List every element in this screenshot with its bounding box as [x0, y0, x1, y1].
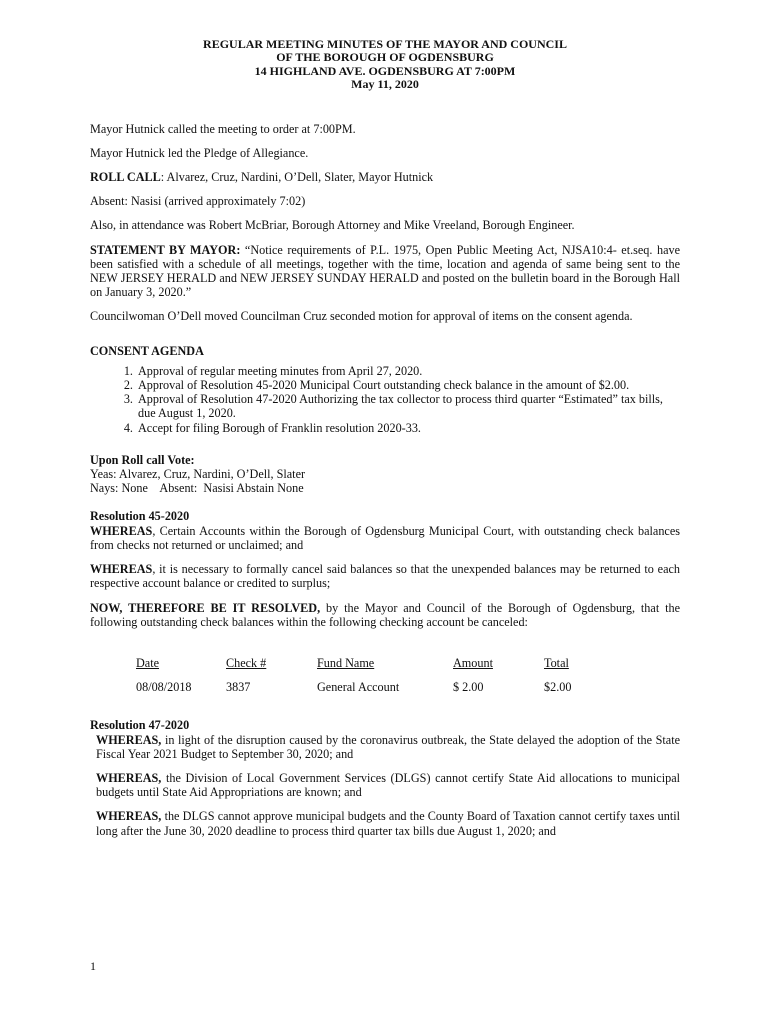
cell-check: 3837	[226, 680, 251, 695]
res45-now-therefore	[90, 601, 680, 629]
res45-heading	[90, 509, 680, 523]
res47-whereas-3	[96, 809, 680, 837]
consent-agenda-list	[90, 364, 680, 435]
cell-date: 08/08/2018	[136, 680, 192, 695]
column-header-fund: Fund Name	[317, 655, 375, 670]
pledge: Mayor Hutnick led the Pledge of Allegiance.	[90, 145, 309, 160]
document-header	[90, 38, 680, 92]
statement-label: STATEMENT BY MAYOR:	[90, 242, 241, 257]
res45-w1-label: WHEREAS	[90, 523, 153, 538]
document-page	[90, 38, 680, 838]
header-line-3: 14 HIGHLAND AVE. OGDENSBURG AT 7:00PM	[254, 63, 516, 78]
vote-nays: Nays: None Absent: Nasisi Abstain None	[90, 481, 304, 496]
res47-w1-text: in light of the disruption caused by the coronavirus outbreak, the State delayed the adoption of the State Fiscal Year 2021 Budget to September 30, 2020; and	[96, 732, 680, 761]
check-balance-table	[136, 656, 604, 694]
consent-agenda-heading	[90, 344, 680, 358]
consent-motion: Councilwoman O’Dell moved Councilman Cruz seconded motion for approval of items on the consent agenda.	[90, 309, 633, 324]
roll-call-label: ROLL CALL	[90, 170, 161, 185]
column-header-date: Date	[136, 655, 160, 670]
res45-w2-label: WHEREAS	[90, 562, 153, 577]
page-number: 1	[90, 959, 96, 973]
res47-heading-text: Resolution 47-2020	[90, 718, 190, 733]
list-item: 1. Approval of regular meeting minutes from April 27, 2020.	[136, 364, 680, 378]
res45-whereas-2	[90, 562, 680, 590]
header-line-2: OF THE BOROUGH OF OGDENSBURG	[276, 50, 494, 65]
res47-whereas-1	[96, 733, 680, 761]
table-header-row	[136, 656, 604, 680]
list-item: 3. Approval of Resolution 47-2020 Authorizing the tax collector to process third quarter “Estimated” tax bills, due August 1, 2020.	[136, 392, 680, 420]
res47-w2-label: WHEREAS,	[96, 770, 162, 785]
cell-total: $2.00	[544, 680, 572, 695]
call-to-order: Mayor Hutnick called the meeting to order at 7:00PM.	[90, 121, 356, 136]
res45-now-label: NOW, THEREFORE BE IT RESOLVED,	[90, 600, 321, 615]
column-header-check: Check #	[226, 655, 267, 670]
roll-call	[90, 170, 680, 184]
mayor-statement	[90, 243, 680, 300]
res45-whereas-1	[90, 524, 680, 552]
cell-fund: General Account	[317, 680, 400, 695]
vote-yeas: Yeas: Alvarez, Cruz, Nardini, O’Dell, Slater	[90, 467, 306, 482]
res47-heading	[90, 718, 680, 732]
header-line-4: May 11, 2020	[351, 77, 419, 92]
vote-heading-text: Upon Roll call Vote:	[90, 452, 195, 467]
res47-w3-label: WHEREAS,	[96, 809, 162, 824]
column-header-amount: Amount	[453, 655, 493, 670]
consent-agenda-heading-text: CONSENT AGENDA	[90, 343, 204, 358]
list-item: 2. Approval of Resolution 45-2020 Municipal Court outstanding check balance in the amount of $2.00.	[136, 378, 680, 392]
vote-heading	[90, 453, 680, 467]
header-line-1: REGULAR MEETING MINUTES OF THE MAYOR AND COUNCIL	[203, 37, 567, 51]
res47-whereas-2	[96, 771, 680, 799]
table-row	[136, 680, 604, 694]
res47-w3-text: the DLGS cannot approve municipal budgets and the County Board of Taxation cannot certify taxes until long after the June 30, 2020 deadline to process third quarter tax bills due August 1, 2020; and	[96, 809, 680, 838]
attendance-note: Also, in attendance was Robert McBriar, Borough Attorney and Mike Vreeland, Borough Engineer.	[90, 218, 575, 233]
column-header-total: Total	[544, 655, 569, 670]
list-item: 4. Accept for filing Borough of Franklin resolution 2020-33.	[136, 421, 680, 435]
res45-heading-text: Resolution 45-2020	[90, 509, 190, 524]
roll-call-text: : Alvarez, Cruz, Nardini, O’Dell, Slater, Mayor Hutnick	[160, 170, 434, 185]
res45-w2-text: , it is necessary to formally cancel said balances so that the unexpended balances may be returned to each respective account balance or credited to surplus;	[90, 562, 680, 591]
cell-amount: $ 2.00	[453, 680, 484, 695]
res45-w1-text: , Certain Accounts within the Borough of Ogdensburg Municipal Court, with outstanding check balances from checks not returned or unclaimed; and	[90, 523, 680, 552]
res47-w1-label: WHEREAS,	[96, 732, 162, 747]
absent-note: Absent: Nasisi (arrived approximately 7:02)	[90, 194, 306, 209]
res45-now-text: by the Mayor and Council of the Borough of Ogdensburg, that the following outstanding check balances within the following checking account be canceled:	[90, 600, 680, 629]
res47-w2-text: the Division of Local Government Services (DLGS) cannot certify State Aid allocations to municipal budgets until State Aid Appropriations are known; and	[96, 770, 680, 800]
statement-text: “Notice requirements of P.L. 1975, Open Public Meeting Act, NJSA10:4- et.seq. have been satisfied with a schedule of all meetings, together with the time, location and agenda of same being sent to the NEW JERSEY HERALD and NEW JERSEY SUNDAY HERALD and posted on the bulletin board in the Borough Hall on January 3, 2020.”	[90, 242, 680, 300]
